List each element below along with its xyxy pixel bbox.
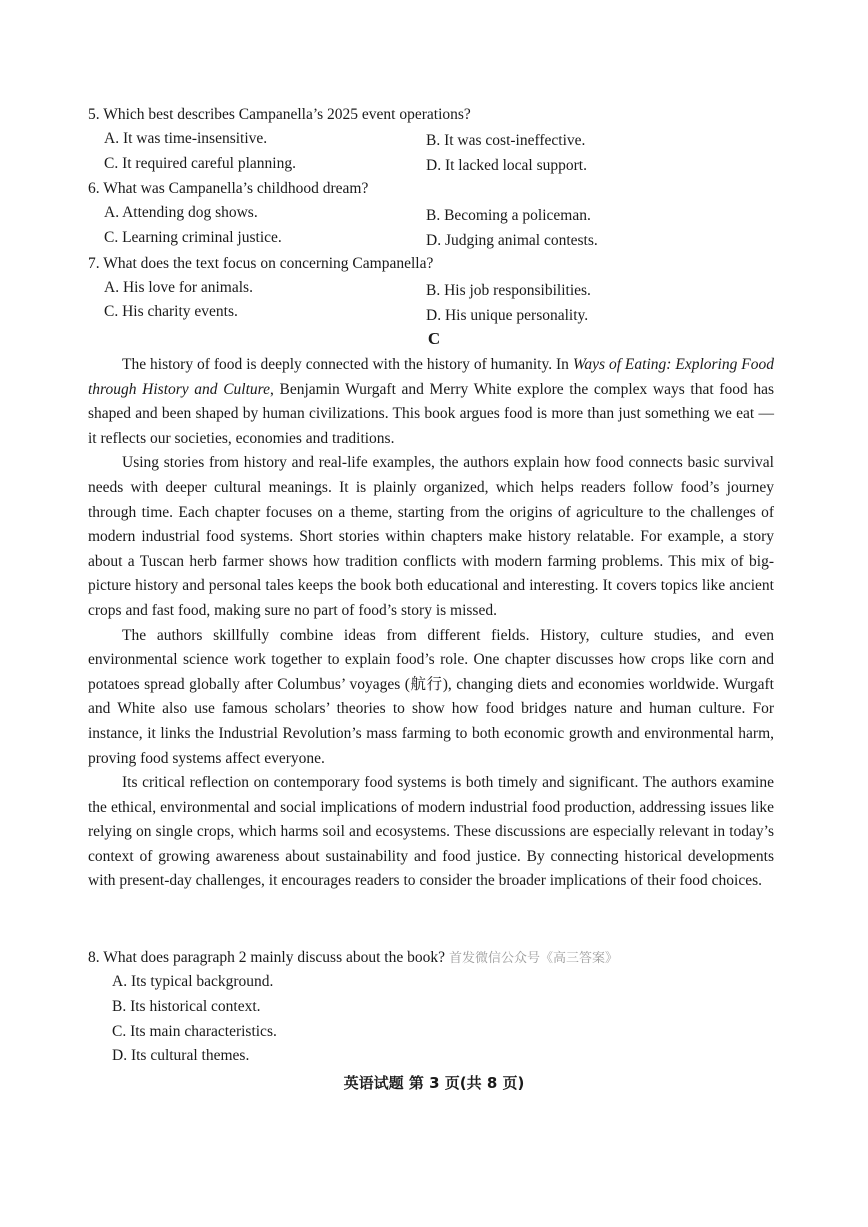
question-5-option-d: D. It lacked local support. (426, 157, 587, 174)
passage-paragraph-4: Its critical reflection on contemporary food systems is both timely and significant. The authors examine the ethical, environmental and social implications of modern industrial food production, addressing issues like relying on single crops, which harms soil and ecosystems. These discussions are especially relevant in today’s context of growing awareness about sustainability and food justice. By connecting historical developments with present-day challenges, it encourages readers to consider the broader implications of their food choices. (88, 774, 774, 890)
question-6-stem: 6. What was Campanella’s childhood dream? (88, 180, 369, 197)
question-8-option-c: C. Its main characteristics. (112, 1023, 277, 1040)
question-6-option-a: A. Attending dog shows. (104, 204, 258, 221)
section-heading: C (427, 329, 441, 348)
paragraph-1-text-end: , Benjamin Wurgaft and Merry White explore the complex ways that food has shaped and been shaped by human civilizations. This book argues food is more than just something we eat — it reflects our societies, economies and traditions. (88, 380, 775, 447)
question-8-option-d: D. Its cultural themes. (112, 1047, 250, 1064)
question-7-option-a: A. His love for animals. (104, 279, 253, 296)
passage-paragraph-2: Using stories from history and real-life examples, the authors explain how food connects basic survival needs with deeper cultural meanings. It is plainly organized, which helps readers follow food’s journey through time. Each chapter focuses on a theme, starting from the origins of agriculture to the challenges of modern industrial food systems. Short stories within chapters make history relatable. For example, a story about a Tuscan herb farmer shows how tradition conflicts with modern farming problems. This mix of big-picture history and personal tales keeps the book both educational and interesting. It covers topics like ancient crops and fast food, making sure no part of food’s story is missed. (88, 454, 774, 619)
watermark: 首发微信公众号《高三答案》 (449, 950, 619, 965)
question-5-option-b: B. It was cost-ineffective. (426, 132, 586, 149)
page-footer: 英语试题 第 3 页(共 8 页) (343, 1074, 525, 1092)
passage-paragraph-3: The authors skillfully combine ideas from different fields. History, culture studies, and even environmental science work together to explain food’s role. One chapter discusses how crops like corn and potatoes spread globally after Columbus’ voyages (航行), changing diets and economies worldwide. Wurgaft and White also use famous scholars’ theories to show how food bridges nature and human culture. For instance, it links the Industrial Revolution’s mass farming to both economic growth and environmental harm, proving food systems affect everyone. (88, 626, 774, 767)
question-8-stem-line (88, 947, 618, 967)
question-7-option-b: B. His job responsibilities. (426, 282, 591, 299)
question-5-option-a: A. It was time-insensitive. (104, 130, 268, 147)
question-5-option-c: C. It required careful planning. (104, 155, 296, 172)
passage-paragraph-1 (88, 353, 774, 451)
question-8-stem: 8. What does paragraph 2 mainly discuss about the book? (88, 949, 445, 966)
question-5-stem: 5. Which best describes Campanella’s 2025 event operations? (88, 106, 471, 123)
question-7-stem: 7. What does the text focus on concerning Campanella? (88, 255, 434, 272)
question-8-option-b: B. Its historical context. (112, 998, 261, 1015)
question-8-option-a: A. Its typical background. (112, 973, 274, 990)
book-title: Ways of Eating: Exploring Food through History and Culture (88, 356, 774, 398)
question-7-option-c: C. His charity events. (104, 303, 238, 320)
question-6-option-c: C. Learning criminal justice. (104, 229, 282, 246)
passage-c (88, 353, 774, 894)
question-6-option-b: B. Becoming a policeman. (426, 207, 591, 224)
question-6-option-d: D. Judging animal contests. (426, 232, 598, 249)
question-7-option-d: D. His unique personality. (426, 307, 589, 324)
paragraph-1-text-start: The history of food is deeply connected with the history of humanity. In (122, 356, 573, 373)
